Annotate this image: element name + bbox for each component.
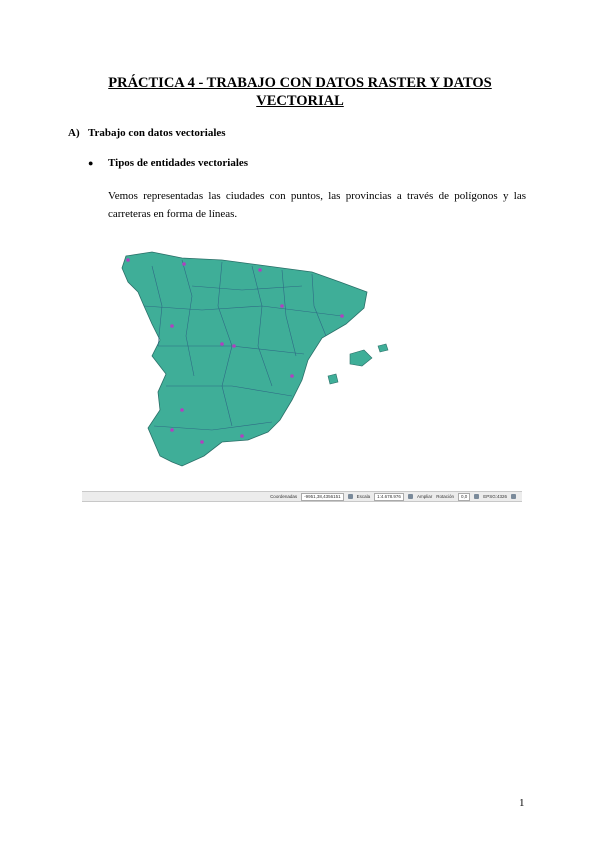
scale-label: Escala: [356, 494, 371, 499]
rotation-label: Rotación: [436, 494, 454, 499]
gis-statusbar: [82, 491, 522, 502]
page-title: [60, 74, 540, 110]
rotation-field[interactable]: 0,0: [458, 493, 470, 501]
spain-vector-map: [82, 246, 522, 491]
lock-icon[interactable]: [408, 494, 413, 499]
bullet-heading: [88, 157, 248, 169]
magnifier-label: Ampliar: [416, 494, 433, 499]
toggle-coords-icon[interactable]: [348, 494, 353, 499]
bullet-title: Tipos de entidades vectoriales: [108, 157, 249, 169]
bullet-dot-icon: ●: [88, 158, 94, 168]
messages-icon[interactable]: [511, 494, 516, 499]
map-figure: [82, 246, 522, 506]
render-checkbox-icon[interactable]: [474, 494, 479, 499]
section-letter: A): [68, 127, 80, 139]
title-line-1: PRÁCTICA 4 - TRABAJO CON DATOS RASTER Y DATOS: [108, 75, 492, 91]
title-line-2: VECTORIAL: [256, 93, 344, 109]
coords-label: Coordenadas: [270, 494, 298, 499]
body-paragraph: Vemos representadas las ciudades con puntos, las provincias a través de polígonos y las carreteras en forma de líneas.: [108, 190, 526, 220]
ibiza-polygon: [328, 374, 338, 384]
mainland-polygon: [122, 252, 367, 466]
page-number: 1: [519, 797, 525, 809]
menorca-polygon: [378, 344, 388, 352]
mallorca-polygon: [350, 350, 372, 366]
coords-field[interactable]: -9951,38,4356151: [301, 493, 344, 501]
epsg-label[interactable]: EPSG:4326: [483, 494, 507, 499]
scale-field[interactable]: 1:4.678.976: [374, 493, 404, 501]
section-heading: [68, 127, 226, 139]
section-title: Trabajo con datos vectoriales: [88, 127, 226, 139]
